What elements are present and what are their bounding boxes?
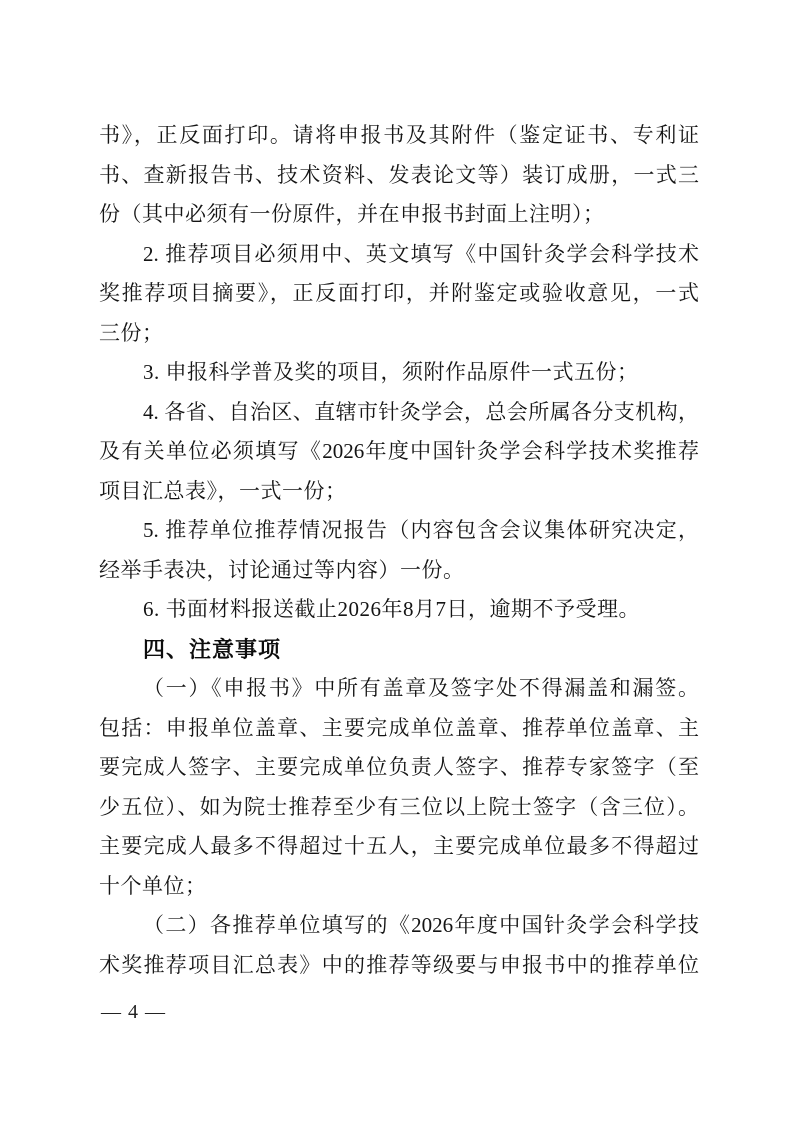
text-line: 术奖推荐项目汇总表》中的推荐等级要与申报书中的推荐单位 [99, 952, 699, 977]
text-line: 5. 推荐单位推荐情况报告（内容包含会议集体研究决定， [143, 518, 699, 542]
text-line: 4. 各省、自治区、直辖市针灸学会，总会所属各分支机构， [143, 399, 699, 424]
text-line: 三份； [99, 320, 164, 345]
text-line: 及有关单位必须填写《2026年度中国针灸学会科学技术奖推荐 [99, 439, 699, 463]
page-number: — 4 — [101, 1001, 166, 1023]
text-line: 6. 书面材料报送截止2026年8月7日，逾期不予受理。 [143, 597, 640, 621]
text-line: 包括：申报单位盖章、主要完成单位盖章、推荐单位盖章、主 [99, 715, 699, 740]
text-line: 奖推荐项目摘要》，正反面打印，并附鉴定或验收意见，一式 [99, 281, 699, 305]
text-line: 项目汇总表》，一式一份； [99, 478, 347, 503]
text-line: （一）《申报书》中所有盖章及签字处不得漏盖和漏签。 [143, 676, 699, 700]
text-line: 十个单位； [99, 873, 207, 898]
text-line: 少五位）、如为院士推荐至少有三位以上院士签字（含三位）。 [99, 794, 699, 819]
text-line: 书》，正反面打印。请将申报书及其附件（鉴定证书、专利证 [99, 123, 699, 147]
text-line: （二）各推荐单位填写的《2026年度中国针灸学会科学技 [143, 913, 699, 937]
text-line: 经举手表决，讨论通过等内容）一份。 [99, 557, 465, 582]
text-line: 份（其中必须有一份原件，并在申报书封面上注明）； [99, 202, 605, 226]
text-line: 书、查新报告书、技术资料、发表论文等）装订成册，一式三 [99, 162, 699, 187]
document-lines [99, 116, 699, 985]
text-line: 3. 申报科学普及奖的项目，须附作品原件一式五份； [143, 360, 639, 384]
text-line: 2. 推荐项目必须用中、英文填写《中国针灸学会科学技术 [143, 241, 699, 266]
text-line: 要完成人签字、主要完成单位负责人签字、推荐专家签字（至 [99, 755, 699, 779]
section-heading: 四、注意事项 [143, 636, 282, 662]
text-line: 主要完成人最多不得超过十五人，主要完成单位最多不得超过 [99, 834, 699, 858]
